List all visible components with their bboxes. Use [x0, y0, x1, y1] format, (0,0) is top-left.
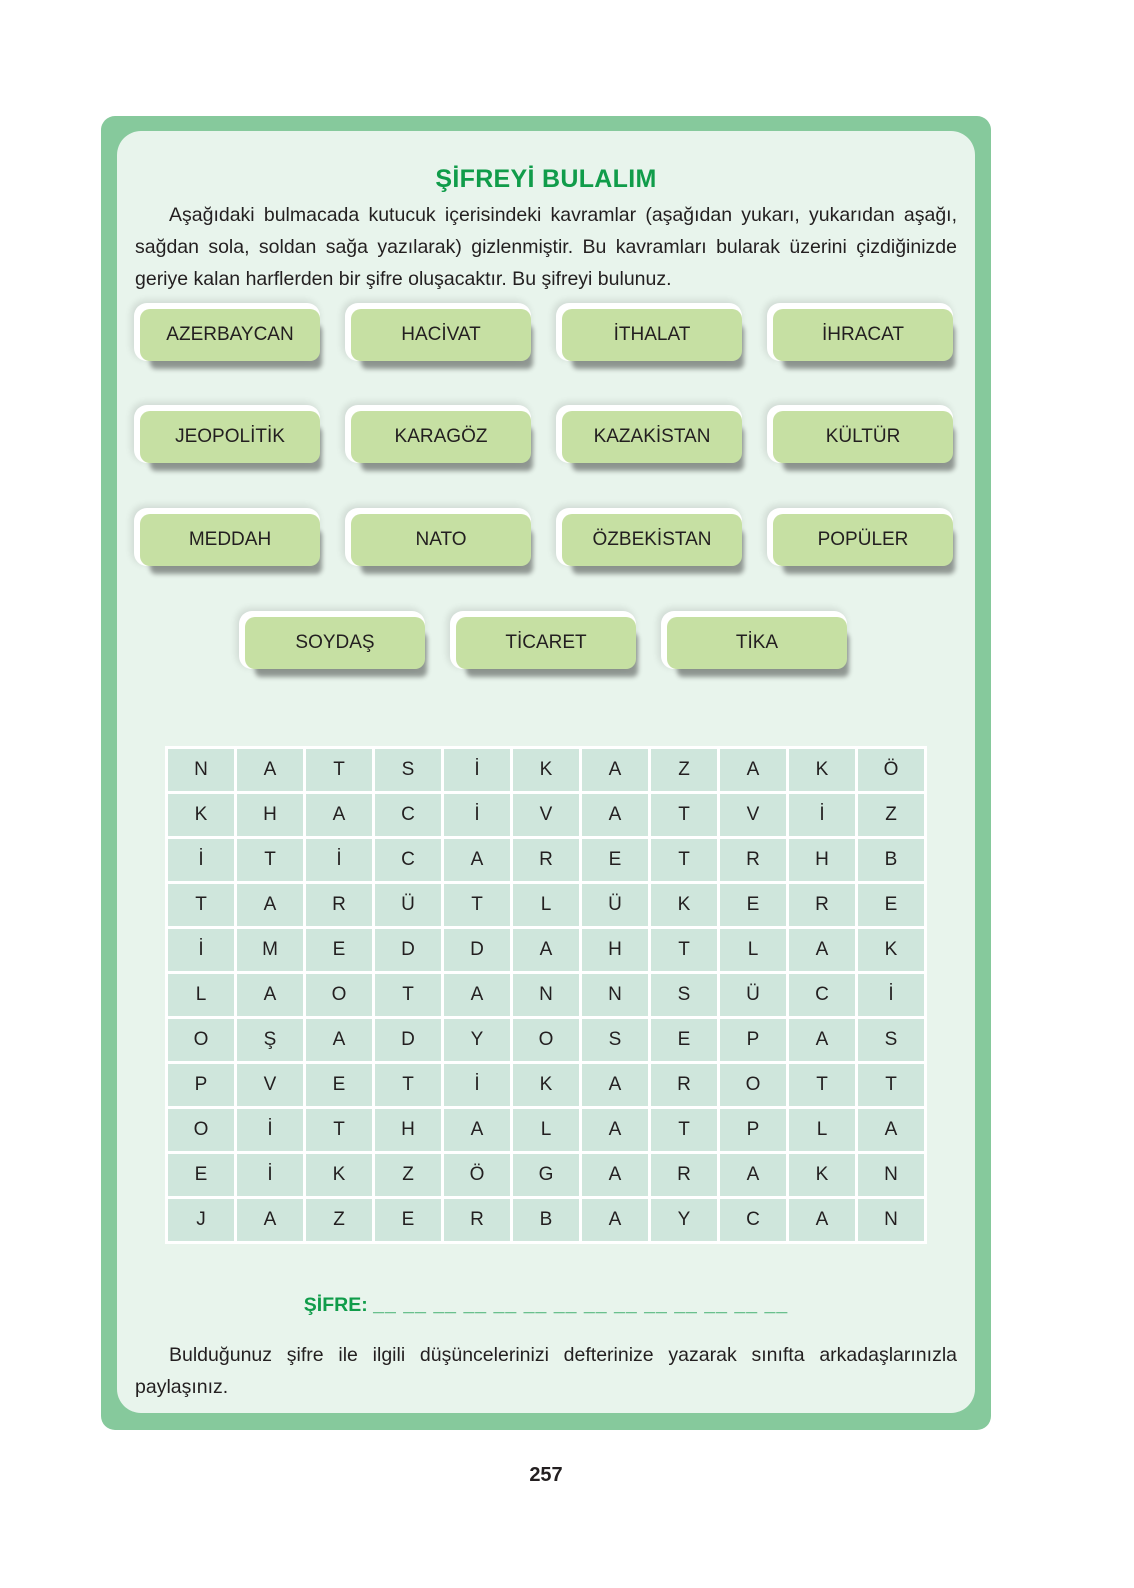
answer-label: ŞİFRE: [303, 1294, 368, 1316]
grid-cell[interactable]: Y [444, 1019, 510, 1061]
word-chip: SOYDAŞ [245, 617, 425, 669]
grid-cell[interactable]: T [306, 749, 372, 791]
activity-panel [117, 131, 975, 1413]
word-chip: JEOPOLİTİK [140, 411, 320, 463]
grid-cell[interactable]: A [582, 1064, 648, 1106]
grid-cell[interactable]: J [168, 1199, 234, 1241]
grid-cell[interactable]: İ [306, 839, 372, 881]
grid-row [168, 974, 924, 1016]
grid-cell[interactable]: R [513, 839, 579, 881]
grid-cell[interactable]: K [168, 794, 234, 836]
answer-line [117, 1294, 975, 1317]
grid-row [168, 1154, 924, 1196]
grid-cell[interactable]: B [858, 839, 924, 881]
word-search-grid [165, 746, 927, 1244]
grid-cell[interactable]: A [444, 1109, 510, 1151]
word-chip: POPÜLER [773, 514, 953, 566]
grid-cell[interactable]: C [720, 1199, 786, 1241]
grid-cell[interactable]: T [651, 929, 717, 971]
grid-cell[interactable]: O [306, 974, 372, 1016]
grid-cell[interactable]: V [237, 1064, 303, 1106]
grid-cell[interactable]: A [789, 1019, 855, 1061]
grid-cell[interactable]: H [789, 839, 855, 881]
grid-cell[interactable]: G [513, 1154, 579, 1196]
grid-cell[interactable]: S [651, 974, 717, 1016]
grid-cell[interactable]: İ [444, 749, 510, 791]
grid-cell[interactable]: L [513, 1109, 579, 1151]
grid-cell[interactable]: K [513, 1064, 579, 1106]
grid-cell[interactable]: A [237, 749, 303, 791]
grid-cell[interactable]: Ü [582, 884, 648, 926]
grid-cell[interactable]: T [651, 839, 717, 881]
grid-cell[interactable]: Ö [444, 1154, 510, 1196]
grid-cell[interactable]: O [720, 1064, 786, 1106]
word-chip: TİKA [667, 617, 847, 669]
grid-cell[interactable]: L [513, 884, 579, 926]
grid-cell[interactable]: İ [444, 794, 510, 836]
activity-instructions: Aşağıdaki bulmacada kutucuk içerisindeki kavramlar (aşağıdan yukarı, yukarıdan aşağı, sağdan sola, soldan sağa yazılarak) gizlenmiştir. Bu kavramları bularak üzerini çizdiğinizde geriye kalan harflerden bir şifre oluşacaktır. Bu şifreyi bulunuz. [135, 204, 957, 290]
grid-cell[interactable]: D [375, 1019, 441, 1061]
grid-cell[interactable]: A [582, 1154, 648, 1196]
grid-cell[interactable]: P [720, 1019, 786, 1061]
grid-cell[interactable]: Z [858, 794, 924, 836]
grid-cell[interactable]: T [789, 1064, 855, 1106]
grid-cell[interactable]: K [789, 1154, 855, 1196]
grid-cell[interactable]: R [651, 1154, 717, 1196]
grid-row [168, 794, 924, 836]
grid-cell[interactable]: O [513, 1019, 579, 1061]
grid-cell[interactable]: N [858, 1199, 924, 1241]
grid-cell[interactable]: A [789, 929, 855, 971]
grid-cell[interactable]: İ [237, 1109, 303, 1151]
grid-cell[interactable]: E [306, 1064, 372, 1106]
grid-cell[interactable]: Z [375, 1154, 441, 1196]
activity-title: ŞİFREYİ BULALIM [435, 165, 657, 193]
grid-cell[interactable]: A [720, 1154, 786, 1196]
grid-cell[interactable]: D [375, 929, 441, 971]
grid-cell[interactable]: E [720, 884, 786, 926]
grid-cell[interactable]: A [306, 794, 372, 836]
grid-row [168, 1109, 924, 1151]
grid-cell[interactable]: V [720, 794, 786, 836]
word-chip: İTHALAT [562, 309, 742, 361]
grid-cell[interactable]: C [789, 974, 855, 1016]
grid-cell[interactable]: S [582, 1019, 648, 1061]
grid-cell[interactable]: K [651, 884, 717, 926]
grid-cell[interactable]: A [720, 749, 786, 791]
grid-cell[interactable]: R [444, 1199, 510, 1241]
grid-cell[interactable]: Ü [720, 974, 786, 1016]
grid-cell[interactable]: C [375, 839, 441, 881]
grid-cell[interactable]: E [582, 839, 648, 881]
grid-cell[interactable]: B [513, 1199, 579, 1241]
grid-cell[interactable]: T [375, 974, 441, 1016]
grid-cell[interactable]: A [237, 974, 303, 1016]
grid-cell[interactable]: N [513, 974, 579, 1016]
word-chip: NATO [351, 514, 531, 566]
grid-cell[interactable]: N [582, 974, 648, 1016]
grid-cell[interactable]: Ö [858, 749, 924, 791]
word-chip: KAZAKİSTAN [562, 411, 742, 463]
grid-cell[interactable]: L [789, 1109, 855, 1151]
grid-cell[interactable]: N [168, 749, 234, 791]
grid-cell[interactable]: Ü [375, 884, 441, 926]
grid-cell[interactable]: S [375, 749, 441, 791]
grid-cell[interactable]: A [237, 1199, 303, 1241]
grid-cell[interactable]: H [582, 929, 648, 971]
grid-row [168, 1019, 924, 1061]
word-chip: KÜLTÜR [773, 411, 953, 463]
grid-cell[interactable]: R [789, 884, 855, 926]
grid-cell[interactable]: İ [789, 794, 855, 836]
grid-cell[interactable]: A [789, 1199, 855, 1241]
grid-cell[interactable]: A [582, 1109, 648, 1151]
grid-row [168, 884, 924, 926]
grid-cell[interactable]: İ [168, 839, 234, 881]
grid-cell[interactable]: O [168, 1019, 234, 1061]
grid-cell[interactable]: İ [168, 929, 234, 971]
grid-cell[interactable]: A [513, 929, 579, 971]
grid-cell[interactable]: R [306, 884, 372, 926]
word-chip: ÖZBEKİSTAN [562, 514, 742, 566]
grid-cell[interactable]: E [858, 884, 924, 926]
answer-blanks[interactable]: __ __ __ __ __ __ __ __ __ __ __ __ __ __ [373, 1294, 789, 1316]
grid-cell[interactable]: K [513, 749, 579, 791]
grid-cell[interactable]: A [444, 839, 510, 881]
grid-cell[interactable]: L [720, 929, 786, 971]
word-chip: MEDDAH [140, 514, 320, 566]
grid-cell[interactable]: P [168, 1064, 234, 1106]
grid-cell[interactable]: İ [237, 1154, 303, 1196]
grid-row [168, 749, 924, 791]
grid-cell[interactable]: R [720, 839, 786, 881]
grid-cell[interactable]: T [375, 1064, 441, 1106]
grid-cell[interactable]: T [858, 1064, 924, 1106]
grid-cell[interactable]: Z [651, 749, 717, 791]
grid-cell[interactable]: E [306, 929, 372, 971]
grid-cell[interactable]: K [789, 749, 855, 791]
grid-row [168, 929, 924, 971]
grid-cell[interactable]: L [168, 974, 234, 1016]
grid-cell[interactable]: Z [306, 1199, 372, 1241]
grid-cell[interactable]: T [651, 1109, 717, 1151]
grid-cell[interactable]: T [168, 884, 234, 926]
grid-cell[interactable]: T [306, 1109, 372, 1151]
grid-cell[interactable]: A [858, 1109, 924, 1151]
grid-cell[interactable]: N [858, 1154, 924, 1196]
grid-cell[interactable]: Ş [237, 1019, 303, 1061]
grid-cell[interactable]: A [582, 794, 648, 836]
grid-cell[interactable]: M [237, 929, 303, 971]
grid-cell[interactable]: E [651, 1019, 717, 1061]
grid-cell[interactable]: P [720, 1109, 786, 1151]
grid-cell[interactable]: E [168, 1154, 234, 1196]
grid-cell[interactable]: İ [444, 1064, 510, 1106]
page-number: 257 [529, 1464, 563, 1486]
grid-cell[interactable]: D [444, 929, 510, 971]
grid-row [168, 1199, 924, 1241]
grid-cell[interactable]: A [306, 1019, 372, 1061]
grid-cell[interactable]: O [168, 1109, 234, 1151]
grid-cell[interactable]: H [375, 1109, 441, 1151]
grid-row [168, 1064, 924, 1106]
grid-cell[interactable]: C [375, 794, 441, 836]
grid-cell[interactable]: İ [858, 974, 924, 1016]
grid-cell[interactable]: A [582, 1199, 648, 1241]
grid-cell[interactable]: A [582, 749, 648, 791]
grid-row [168, 839, 924, 881]
grid-cell[interactable]: T [237, 839, 303, 881]
grid-cell[interactable]: T [651, 794, 717, 836]
grid-cell[interactable]: E [375, 1199, 441, 1241]
closing-instructions: Bulduğunuz şifre ile ilgili düşüncelerinizi defterinize yazarak sınıfta arkadaşlarınızla paylaşınız. [135, 1344, 957, 1398]
grid-cell[interactable]: H [237, 794, 303, 836]
grid-cell[interactable]: V [513, 794, 579, 836]
word-chip: İHRACAT [773, 309, 953, 361]
grid-cell[interactable]: S [858, 1019, 924, 1061]
word-chip: HACİVAT [351, 309, 531, 361]
grid-cell[interactable]: R [651, 1064, 717, 1106]
grid-cell[interactable]: A [237, 884, 303, 926]
word-chip: TİCARET [456, 617, 636, 669]
grid-cell[interactable]: T [444, 884, 510, 926]
grid-cell[interactable]: Y [651, 1199, 717, 1241]
grid-cell[interactable]: K [858, 929, 924, 971]
word-chip: KARAGÖZ [351, 411, 531, 463]
activity-frame [101, 116, 991, 1430]
grid-cell[interactable]: A [444, 974, 510, 1016]
word-chip: AZERBAYCAN [140, 309, 320, 361]
grid-cell[interactable]: K [306, 1154, 372, 1196]
